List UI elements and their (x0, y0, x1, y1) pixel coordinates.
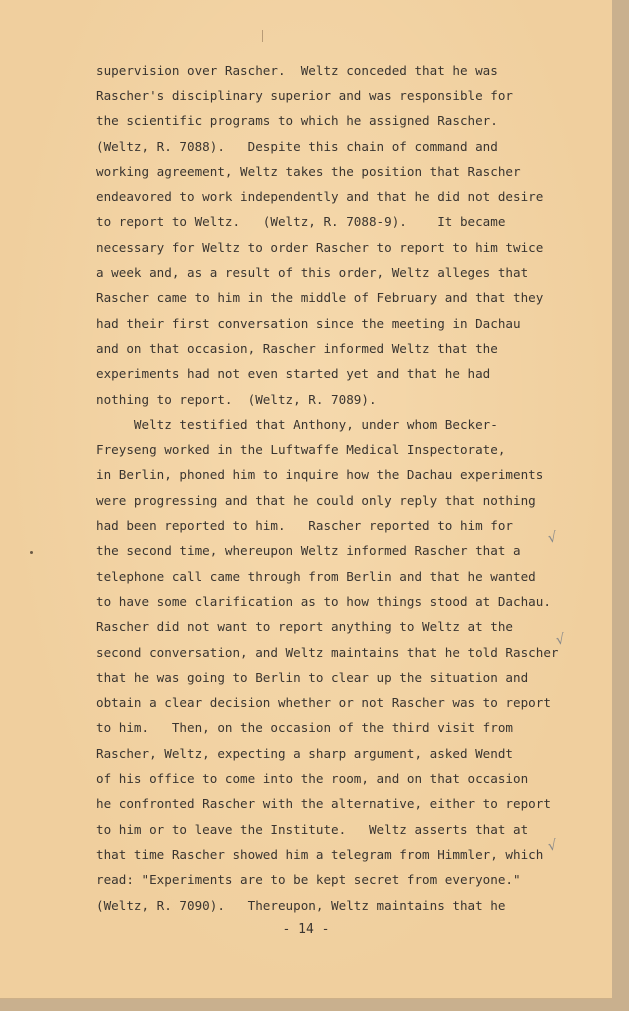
text-line: Weltz testified that Anthony, under whom Becker- (96, 417, 498, 432)
text-line: a week and, as a result of this order, Weltz alleges that (96, 265, 529, 280)
text-line: and on that occasion, Rascher informed Weltz that the (96, 341, 498, 356)
text-line: to report to Weltz. (Weltz, R. 7088-9). It became (96, 214, 506, 229)
text-line: read: "Experiments are to be kept secret from everyone." (96, 872, 521, 887)
text-line: were progressing and that he could only reply that nothing (96, 493, 536, 508)
text-line: nothing to report. (Weltz, R. 7089). (96, 392, 377, 407)
text-line: experiments had not even started yet and that he had (96, 366, 491, 381)
text-line: (Weltz, R. 7088). Despite this chain of command and (96, 139, 498, 154)
text-line: supervision over Rascher. Weltz conceded that he was (96, 63, 498, 78)
text-line: he confronted Rascher with the alternative, either to report (96, 796, 551, 811)
check-mark-icon: √ (554, 631, 567, 649)
margin-dot (30, 551, 33, 554)
text-line: Rascher came to him in the middle of February and that they (96, 290, 544, 305)
text-line: necessary for Weltz to order Rascher to report to him twice (96, 240, 544, 255)
text-line: obtain a clear decision whether or not Rascher was to report (96, 695, 551, 710)
text-line: to have some clarification as to how things stood at Dachau. (96, 594, 551, 609)
text-line: of his office to come into the room, and on that occasion (96, 771, 529, 786)
text-line: Rascher's disciplinary superior and was responsible for (96, 88, 514, 103)
text-line: Rascher, Weltz, expecting a sharp argument, asked Wendt (96, 746, 514, 761)
text-line: the scientific programs to which he assigned Rascher. (96, 113, 498, 128)
paper-mark (262, 30, 263, 42)
text-line: endeavored to work independently and that he did not desire (96, 189, 544, 204)
check-mark-icon: √ (546, 837, 559, 855)
text-line: Rascher did not want to report anything to Weltz at the (96, 619, 514, 634)
page-number: - 14 - (282, 922, 330, 937)
text-line: that time Rascher showed him a telegram from Himmler, which (96, 847, 544, 862)
text-line: telephone call came through from Berlin and that he wanted (96, 569, 536, 584)
text-line: the second time, whereupon Weltz informed Rascher that a (96, 543, 521, 558)
text-line: that he was going to Berlin to clear up the situation and (96, 670, 529, 685)
text-line: to him. Then, on the occasion of the third visit from (96, 720, 514, 735)
check-mark-icon: √ (546, 529, 559, 547)
text-line: (Weltz, R. 7090). Thereupon, Weltz maintains that he (96, 898, 506, 913)
text-line: had their first conversation since the meeting in Dachau (96, 316, 521, 331)
text-line: Freyseng worked in the Luftwaffe Medical Inspectorate, (96, 442, 506, 457)
text-line: to him or to leave the Institute. Weltz asserts that at (96, 822, 529, 837)
text-line: had been reported to him. Rascher reported to him for (96, 518, 514, 533)
text-line: working agreement, Weltz takes the position that Rascher (96, 164, 521, 179)
scan-edge (612, 0, 629, 1011)
text-line: in Berlin, phoned him to inquire how the Dachau experiments (96, 467, 544, 482)
scan-edge-bottom (0, 999, 629, 1011)
text-line: second conversation, and Weltz maintains that he told Rascher (96, 645, 559, 660)
